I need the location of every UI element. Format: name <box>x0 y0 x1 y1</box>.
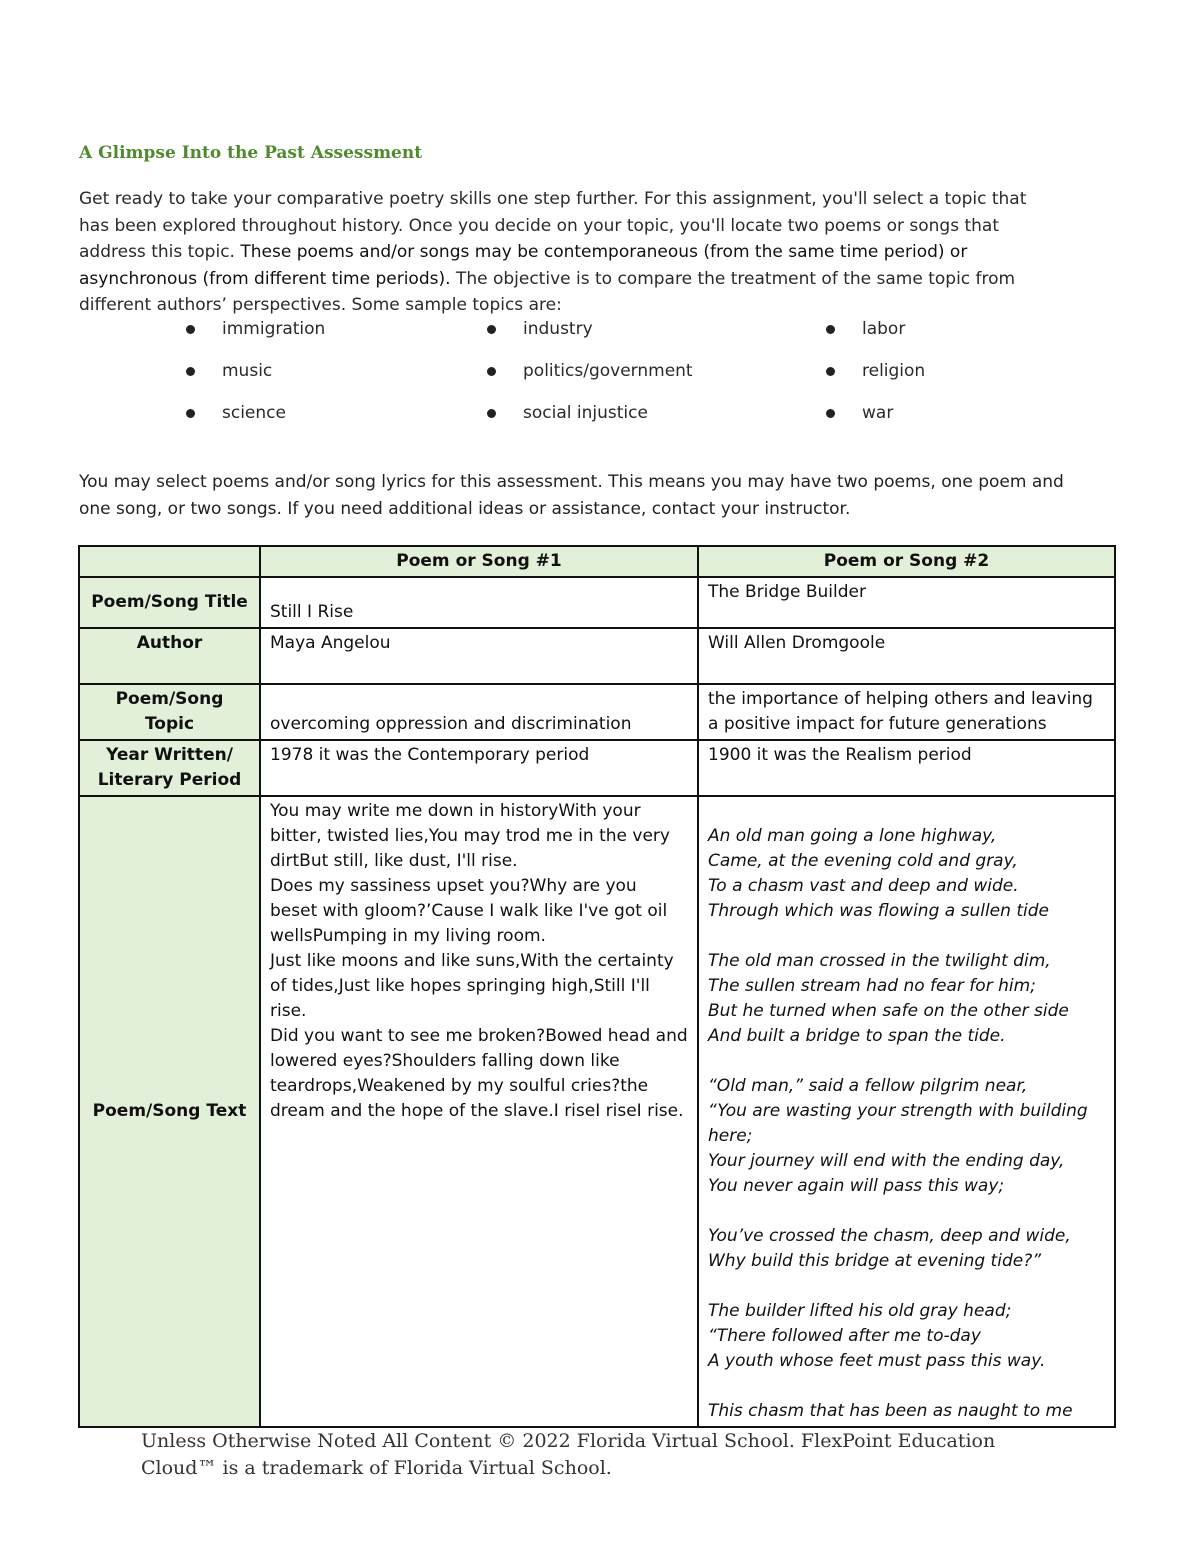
topic-item: religion <box>826 358 1066 400</box>
copyright-footer: Unless Otherwise Noted All Content © 2022 Florida Virtual School. FlexPoint Education Cloud™ is a trademark of Florida Virtual School. <box>141 1430 996 1479</box>
bullet-icon <box>186 367 195 376</box>
instructions-paragraph: You may select poems and/or song lyrics for this assessment. This means you may have two poems, one poem and one song, or two songs. If you need additional ideas or assistance, contact your instructor. <box>79 472 1064 519</box>
assessment-table <box>78 545 1116 1428</box>
topic-item: science <box>186 400 487 442</box>
topic-item: war <box>826 400 1066 442</box>
col-header-1: Poem or Song #1 <box>260 546 698 577</box>
row-label-title: Poem/Song Title <box>79 577 260 628</box>
bullet-icon <box>826 325 835 334</box>
topic-item: politics/government <box>487 358 826 400</box>
row-label-author: Author <box>79 628 260 684</box>
author-cell-2[interactable]: Will Allen Dromgoole <box>698 628 1115 684</box>
row-label-topic: Poem/Song Topic <box>79 684 260 740</box>
bullet-icon <box>826 367 835 376</box>
title-cell-1[interactable]: Still I Rise <box>260 577 698 628</box>
bullet-icon <box>186 325 195 334</box>
title-cell-2[interactable]: The Bridge Builder <box>698 577 1115 628</box>
table-row <box>79 577 1115 628</box>
table-row <box>79 684 1115 740</box>
corner-cell <box>79 546 260 577</box>
poem-text-cell-1[interactable]: You may write me down in historyWith your bitter, twisted lies,You may trod me in the very dirtBut still, like dust, I'll rise. Does my sassiness upset you?Why are you beset with gloom?’Cause I walk like I've got oil wellsPumping in my living room. Just like moons and like suns,With the certainty of tides,Just like hopes springing high,Still I'll rise. Did you want to see me broken?Bowed head and lowered eyes?Shoulders falling down like teardrops,Weakened by my soulful cries?the dream and the hope of the slave.I riseI riseI rise. <box>260 796 698 1427</box>
sample-topics-list <box>186 316 1066 442</box>
topic-cell-1[interactable]: overcoming oppression and discrimination <box>260 684 698 740</box>
year-cell-2[interactable]: 1900 it was the Realism period <box>698 740 1115 796</box>
intro-part-2: These poems and/or songs may be contemporaneous (from the same time period) or asynchronous (from different time periods). <box>79 242 968 289</box>
topic-item: immigration <box>186 316 487 358</box>
bullet-icon <box>487 325 496 334</box>
author-cell-1[interactable]: Maya Angelou <box>260 628 698 684</box>
bullet-icon <box>487 367 496 376</box>
intro-part-1: Get ready to take your comparative poetry skills one step further. For this assignment, you'll select a topic that has been explored throughout history. Once you decide on your topic, you'll locate two poems or songs that address this topic. <box>79 189 1027 262</box>
bullet-icon <box>826 409 835 418</box>
year-cell-1[interactable]: 1978 it was the Contemporary period <box>260 740 698 796</box>
table-header-row <box>79 546 1115 577</box>
poem-text-cell-2[interactable]: An old man going a lone highway, Came, at the evening cold and gray, To a chasm vast and deep and wide. Through which was flowing a sullen tide The old man crossed in the twilight dim, The sullen stream had no fear for him; But he turned when safe on the other side And built a bridge to span the tide. “Old man,” said a fellow pilgrim near, “You are wasting your strength with building here; Your journey will end with the ending day, You never again will pass this way; You’ve crossed the chasm, deep and wide, Why build this bridge at evening tide?” The builder lifted his old gray head; “There followed after me to-day A youth whose feet must pass this way. This chasm that has been as naught to me <box>698 796 1115 1427</box>
col-header-2: Poem or Song #2 <box>698 546 1115 577</box>
row-label-text: Poem/Song Text <box>79 796 260 1427</box>
table-row <box>79 628 1115 684</box>
row-label-year: Year Written/ Literary Period <box>79 740 260 796</box>
topic-item: industry <box>487 316 826 358</box>
intro-part-3: The objective is to compare the treatment of the same topic from different authors’ perspectives. Some sample topics are: <box>79 268 1016 315</box>
table-row <box>79 740 1115 796</box>
topic-cell-2[interactable]: the importance of helping others and leaving a positive impact for future generations <box>698 684 1115 740</box>
bullet-icon <box>487 409 496 418</box>
page-title: A Glimpse Into the Past Assessment <box>79 143 423 163</box>
topic-item: social injustice <box>487 400 826 442</box>
intro-paragraph <box>79 186 1059 319</box>
table-row <box>79 796 1115 1427</box>
topic-item: music <box>186 358 487 400</box>
bullet-icon <box>186 409 195 418</box>
topic-item: labor <box>826 316 1066 358</box>
